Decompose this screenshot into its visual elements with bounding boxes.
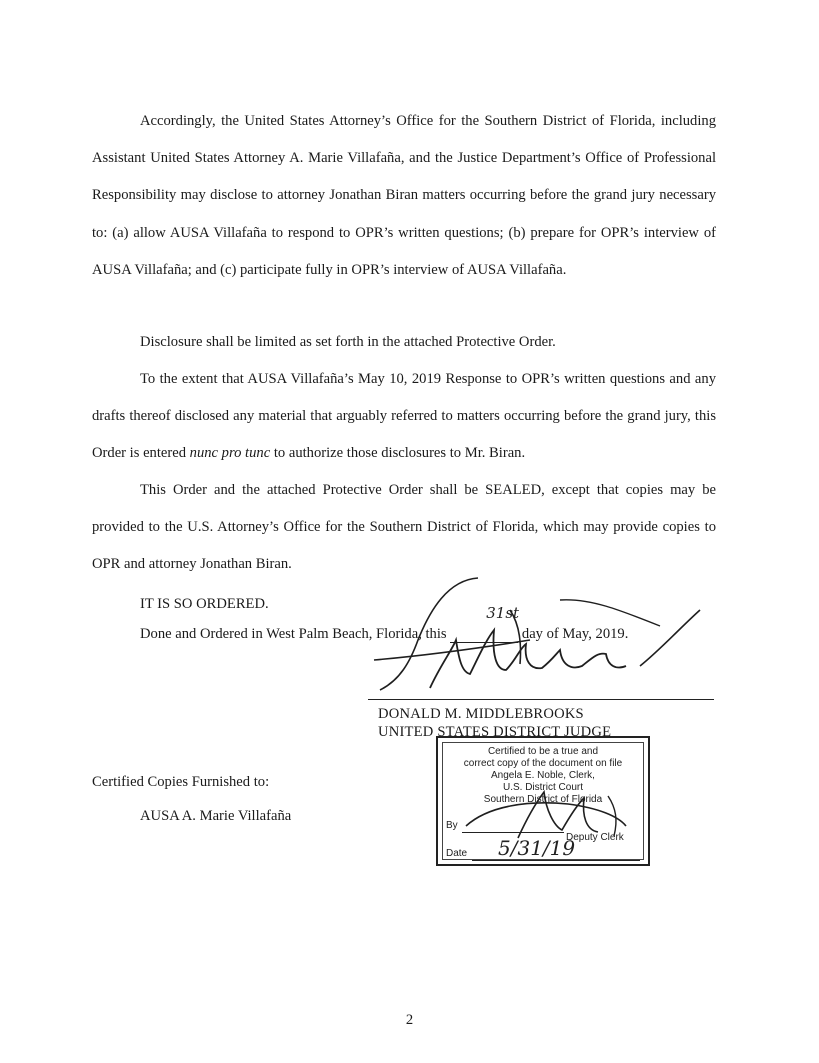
judge-signature <box>360 570 720 700</box>
stamp-by-label: By <box>446 820 458 831</box>
stamp-line-2: correct copy of the document on file <box>463 758 623 769</box>
page-number: 2 <box>405 1012 414 1028</box>
done-prefix-text: Done and Ordered in West Palm Beach, Florida, this <box>140 626 447 642</box>
paragraph-nunc-pro-tunc <box>92 361 716 473</box>
paragraph-disclosure-limit <box>92 324 716 361</box>
handwritten-day: 31st <box>486 604 520 622</box>
judge-name: DONALD M. MIDDLEBROOKS <box>378 706 584 722</box>
stamp-date-rule <box>472 860 640 861</box>
stamp-line-3: Angela E. Noble, Clerk, <box>491 770 595 781</box>
stamp-deputy-label: Deputy Clerk <box>566 832 624 843</box>
paragraph-sealing <box>92 472 716 584</box>
copies-recipient: AUSA A. Marie Villafaña <box>140 808 292 824</box>
paragraph-3-italic-phrase: nunc pro tunc <box>189 445 271 462</box>
done-suffix-text: day of May, 2019. <box>521 626 629 642</box>
judge-title: UNITED STATES DISTRICT JUDGE <box>378 724 612 740</box>
paragraph-disclosure-authorization <box>92 103 716 289</box>
paragraph-1-text: Accordingly, the United States Attorney’s Office for the Southern District of Florida, including Assistant United States Attorney A. Marie Villafaña, and the Justice Department’s Office of Professional Responsibility may disclose to attorney Jonathan Biran matters occurring before the grand jury necessary to: (a) allow AUSA Villafaña to respond to OPR’s written questions; (b) prepare for OPR’s interview of AUSA Villafaña; and (c) participate fully in OPR’s interview of AUSA Villafaña. <box>92 113 716 278</box>
stamp-line-4: U.S. District Court <box>502 782 583 793</box>
paragraph-4-text: This Order and the attached Protective Order shall be SEALED, except that copies may be provided to the U.S. Attorney’s Office for the Southern District of Florida, which may provide copies to OPR and attorney Jonathan Biran. <box>92 482 716 573</box>
so-ordered-line: IT IS SO ORDERED. <box>140 596 269 612</box>
paragraph-3-text-before: To the extent that AUSA Villafaña’s May 10, 2019 Response to OPR’s written questions and any drafts thereof disclosed any material that arguably referred to matters occurring before the grand jury, this Order is entered <box>92 371 716 462</box>
paragraph-2-text: Disclosure shall be limited as set forth in the attached Protective Order. <box>140 334 556 350</box>
stamp-date-label: Date <box>446 848 468 859</box>
stamp-line-5: Southern District of Florida <box>483 794 603 805</box>
copies-heading: Certified Copies Furnished to: <box>92 774 270 790</box>
stamp-line-1: Certified to be a true and <box>487 746 599 757</box>
paragraph-3-text-after: to authorize those disclosures to Mr. Biran. <box>270 445 526 462</box>
clerk-certification-stamp <box>436 736 650 866</box>
clerk-signature <box>458 786 638 846</box>
signature-line <box>368 699 714 700</box>
stamp-handwritten-date: 5/31/19 <box>498 836 576 860</box>
